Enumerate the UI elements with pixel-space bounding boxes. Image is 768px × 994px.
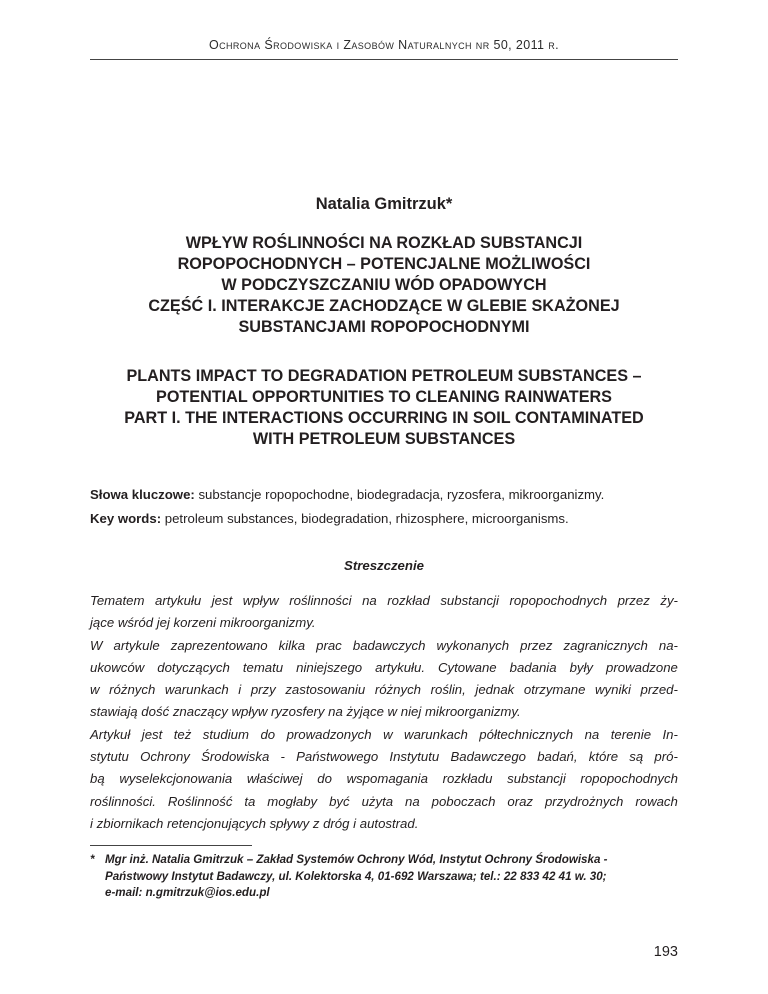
header-divider [90,59,678,60]
abstract-line: stytutu Ochrony Środowiska - Państwowego Instytutu Badawczego badań, które są pró- [90,749,678,765]
abstract-body [90,590,678,835]
footnote [90,852,690,902]
title-pl-line: W PODCZYSZCZANIU WÓD OPADOWYCH [221,276,547,294]
keywords-en-label: Key words: [90,511,162,526]
abstract-line: ukowców dotyczących tematu niniejszego artykułu. Cytowane badania były prowadzone [90,659,678,675]
running-header: Ochrona Środowiska i Zasobów Naturalnych nr 50, 2011 r. [208,38,560,52]
footnote-divider [90,845,252,846]
page-number: 193 [653,944,678,960]
keywords-en-text: petroleum substances, biodegradation, rhizosphere, microorganisms. [161,511,569,526]
title-en-line: PLANTS IMPACT TO DEGRADATION PETROLEUM SUBSTANCES – [126,367,642,385]
footnote-line: e-mail: n.gmitrzuk@ios.edu.pl [105,886,270,899]
keywords-english [90,511,690,526]
footnote-line: Państwowy Instytut Badawczy, ul. Kolektorska 4, 01-692 Warszawa; tel.: 22 833 42 41 w. 30; [105,869,607,883]
title-pl-line: CZĘŚĆ I. INTERAKCJE ZACHODZĄCE W GLEBIE SKAŻONEJ [148,297,620,315]
abstract-line: w różnych warunkach i przy zastosowaniu różnych roślin, jednak otrzymane wyniki przed- [90,682,678,698]
title-polish [90,233,678,338]
keywords-polish [90,487,690,502]
title-pl-line: SUBSTANCJAMI ROPOPOCHODNYMI [238,318,530,336]
title-pl-line: ROPOPOCHODNYCH – POTENCJALNE MOŻLIWOŚCI [177,255,591,273]
title-pl-line: WPŁYW ROŚLINNOŚCI NA ROZKŁAD SUBSTANCJI [185,234,583,252]
footnote-line: Mgr inż. Natalia Gmitrzuk – Zakład Systemów Ochrony Wód, Instytut Ochrony Środowiska - [105,853,608,866]
author-name: Natalia Gmitrzuk* [315,195,453,213]
footnote-body [105,852,690,902]
title-en-line: POTENTIAL OPPORTUNITIES TO CLEANING RAINWATERS [156,388,612,406]
abstract-line: jące wśród jej korzeni mikroorganizmy. [90,615,316,631]
title-english [90,366,678,450]
keywords-pl-label: Słowa kluczowe: [90,487,195,502]
abstract-line: bą wyselekcjonowania właściwej do wspomagania rozkładu substancji ropopochodnych [90,771,678,787]
abstract-line: Artykuł jest też studium do prowadzonych w warunkach półtechnicznych na terenie In- [90,726,678,742]
abstract-line: stawiają dość znaczący wpływ ryzosfery na żyjące w niej mikroorganizmy. [90,704,521,720]
keywords-pl-text: substancje ropopochodne, biodegradacja, ryzosfera, mikroorganizmy. [194,487,605,502]
abstract-heading: Streszczenie [344,558,424,573]
title-en-line: WITH PETROLEUM SUBSTANCES [252,430,516,448]
title-en-line: PART I. THE INTERACTIONS OCCURRING IN SOIL CONTAMINATED [124,409,644,427]
abstract-line: W artykule zaprezentowano kilka prac badawczych wykonanych przez zagranicznych na- [90,637,678,653]
footnote-mark: * [90,853,95,866]
abstract-line: roślinności. Roślinność ta mogłaby być użyta na poboczach oraz przydrożnych rowach [90,793,678,809]
abstract-line: Tematem artykułu jest wpływ roślinności na rozkład substancji ropopochodnych przez ży- [90,593,678,608]
abstract-line: i zbiornikach retencjonujących spływy z dróg i autostrad. [90,815,419,831]
